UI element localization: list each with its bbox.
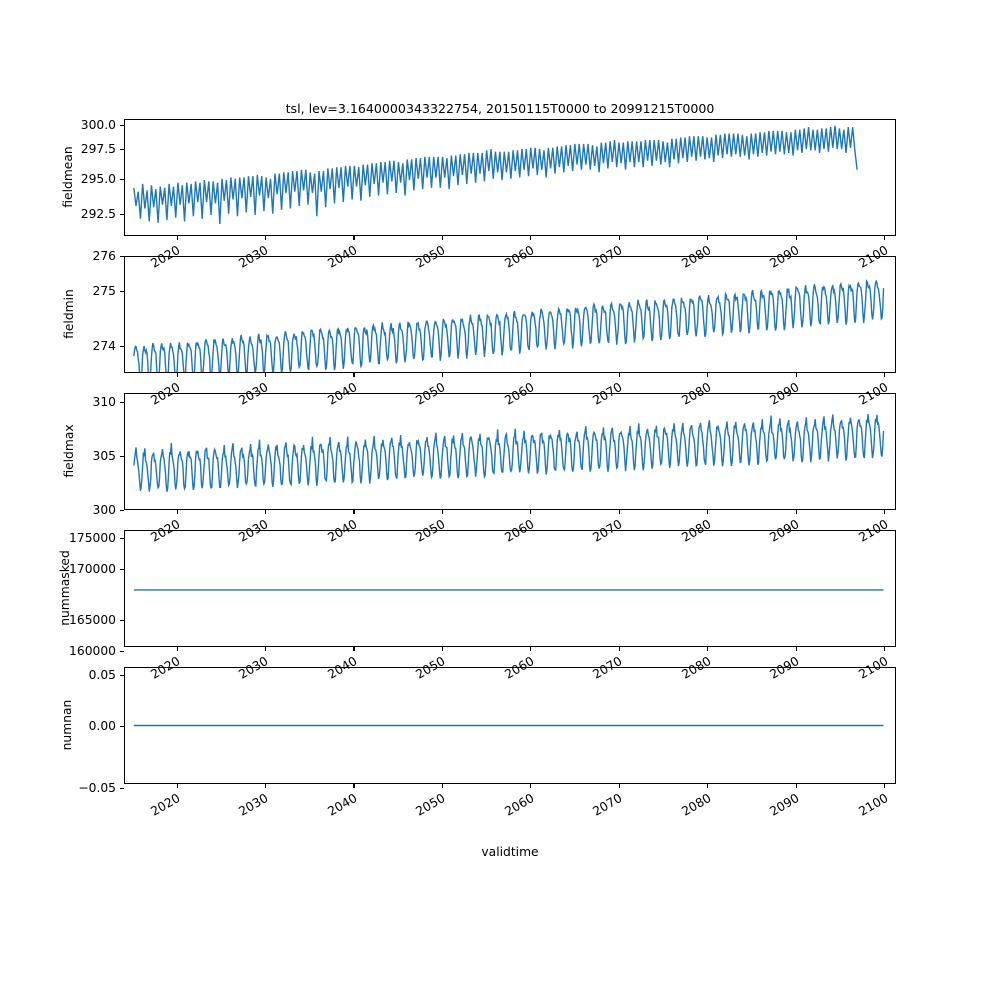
ylabel-numnan: numnan [60, 699, 74, 751]
fieldmean-plot-line [125, 120, 895, 235]
x-tickmark [884, 647, 885, 651]
x-tickmark [619, 236, 620, 240]
x-tickmark [796, 784, 797, 788]
x-tickmark [353, 647, 354, 651]
x-tickmark [177, 784, 178, 788]
x-tick-label: 2030 [236, 653, 271, 682]
x-tickmark [707, 236, 708, 240]
x-tick-label: 2040 [325, 242, 360, 271]
ylabel-nummasked: nummasked [58, 550, 72, 626]
panel-fieldmean [124, 119, 896, 236]
x-tick-label: 2030 [236, 516, 271, 545]
x-tick-label: 2060 [502, 516, 537, 545]
x-tick-label: 2090 [767, 653, 802, 682]
x-tick-label: 2070 [590, 516, 625, 545]
x-tickmark [177, 647, 178, 651]
x-tick-label: 2040 [325, 379, 360, 408]
x-tick-label: 2040 [325, 653, 360, 682]
x-tick-label: 2070 [590, 790, 625, 819]
x-tick-label: 2100 [855, 790, 890, 819]
x-tickmark [796, 236, 797, 240]
ytick-fieldmin-2: 276 [92, 249, 116, 263]
x-tick-label: 2030 [236, 379, 271, 408]
ytick-nummasked-3: 175000 [69, 531, 116, 545]
x-tickmark [796, 647, 797, 651]
x-tick-label: 2070 [590, 653, 625, 682]
x-tickmark [353, 510, 354, 514]
x-tick-label: 2020 [148, 242, 183, 271]
x-tickmark [796, 510, 797, 514]
x-tick-label: 2100 [855, 516, 890, 545]
x-tickmark [530, 373, 531, 377]
x-tickmark [619, 784, 620, 788]
xlabel-validtime: validtime [481, 845, 539, 859]
x-tick-label: 2070 [590, 379, 625, 408]
x-tickmark [619, 647, 620, 651]
x-tick-label: 2030 [236, 790, 271, 819]
x-tick-label: 2040 [325, 790, 360, 819]
x-tickmark [530, 236, 531, 240]
x-tick-label: 2100 [855, 653, 890, 682]
x-tick-label: 2060 [502, 653, 537, 682]
x-tick-label: 2020 [148, 516, 183, 545]
x-tickmark [884, 236, 885, 240]
x-tickmark [707, 784, 708, 788]
x-tickmark [177, 373, 178, 377]
x-tickmark [530, 510, 531, 514]
x-tickmark [265, 784, 266, 788]
ytick-nummasked-0: 160000 [69, 644, 116, 658]
x-tickmark [353, 373, 354, 377]
x-tick-label: 2090 [767, 516, 802, 545]
x-tickmark [619, 373, 620, 377]
x-tickmark [884, 510, 885, 514]
fieldmin-plot-line [125, 257, 895, 372]
x-tickmark [442, 784, 443, 788]
x-tick-label: 2040 [325, 516, 360, 545]
x-tickmark [707, 647, 708, 651]
ylabel-fieldmean: fieldmean [61, 146, 75, 208]
fieldmax-plot-line [125, 394, 895, 509]
x-tick-label: 2080 [679, 790, 714, 819]
ytick-numnan-0: −0.05 [78, 781, 116, 795]
ytick-nummasked-2: 170000 [69, 562, 116, 576]
x-tickmark [177, 510, 178, 514]
ytick-fieldmean-0: 292.5 [80, 207, 116, 221]
ytick-nummasked-1: 165000 [69, 613, 116, 627]
x-tickmark [707, 510, 708, 514]
x-tick-label: 2020 [148, 653, 183, 682]
x-tickmark [442, 373, 443, 377]
x-tick-label: 2100 [855, 242, 890, 271]
x-tick-label: 2070 [590, 242, 625, 271]
ytick-fieldmean-1: 295.0 [80, 172, 116, 186]
x-tickmark [442, 510, 443, 514]
ylabel-fieldmin: fieldmin [62, 289, 76, 339]
figure-title: tsl, lev=3.1640000343322754, 20150115T0000 to 20991215T0000 [285, 101, 715, 116]
panel-fieldmax [124, 393, 896, 510]
x-tick-label: 2050 [413, 379, 448, 408]
x-tickmark [265, 647, 266, 651]
ytick-fieldmax-2: 310 [92, 395, 116, 409]
ytick-fieldmax-0: 300 [92, 503, 116, 517]
x-tickmark [530, 647, 531, 651]
x-tick-label: 2050 [413, 242, 448, 271]
x-tickmark [265, 510, 266, 514]
ytick-fieldmin-1: 275 [92, 284, 116, 298]
x-tickmark [353, 784, 354, 788]
x-tickmark [884, 784, 885, 788]
x-tickmark [884, 373, 885, 377]
x-tick-label: 2090 [767, 790, 802, 819]
panel-numnan [124, 667, 896, 784]
x-tick-label: 2080 [679, 653, 714, 682]
x-tick-label: 2060 [502, 790, 537, 819]
x-tick-label: 2080 [679, 242, 714, 271]
ylabel-fieldmax: fieldmax [62, 424, 76, 478]
x-tick-label: 2020 [148, 790, 183, 819]
nummasked-plot-line [125, 531, 895, 646]
panel-nummasked [124, 530, 896, 647]
x-tick-label: 2060 [502, 379, 537, 408]
x-tick-label: 2080 [679, 379, 714, 408]
ytick-fieldmean-3: 300.0 [80, 118, 116, 132]
x-tick-label: 2030 [236, 242, 271, 271]
x-tickmark [530, 784, 531, 788]
x-tickmark [442, 236, 443, 240]
x-tickmark [707, 373, 708, 377]
x-tick-label: 2020 [148, 379, 183, 408]
x-tick-label: 2100 [855, 379, 890, 408]
numnan-plot-line [125, 668, 895, 783]
x-tickmark [619, 510, 620, 514]
x-tick-label: 2080 [679, 516, 714, 545]
x-tick-label: 2050 [413, 653, 448, 682]
ytick-fieldmax-1: 305 [92, 449, 116, 463]
ytick-numnan-1: 0.00 [88, 719, 116, 733]
x-tickmark [442, 647, 443, 651]
x-tickmark [265, 236, 266, 240]
x-tickmark [796, 373, 797, 377]
panel-fieldmin [124, 256, 896, 373]
x-tickmark [265, 373, 266, 377]
x-tick-label: 2090 [767, 379, 802, 408]
ytick-numnan-2: 0.05 [88, 668, 116, 682]
x-tickmark [177, 236, 178, 240]
ytick-fieldmin-0: 274 [92, 339, 116, 353]
x-tickmark [353, 236, 354, 240]
x-tick-label: 2050 [413, 516, 448, 545]
x-tick-label: 2060 [502, 242, 537, 271]
ytick-fieldmean-2: 297.5 [80, 142, 116, 156]
x-tick-label: 2050 [413, 790, 448, 819]
x-tick-label: 2090 [767, 242, 802, 271]
